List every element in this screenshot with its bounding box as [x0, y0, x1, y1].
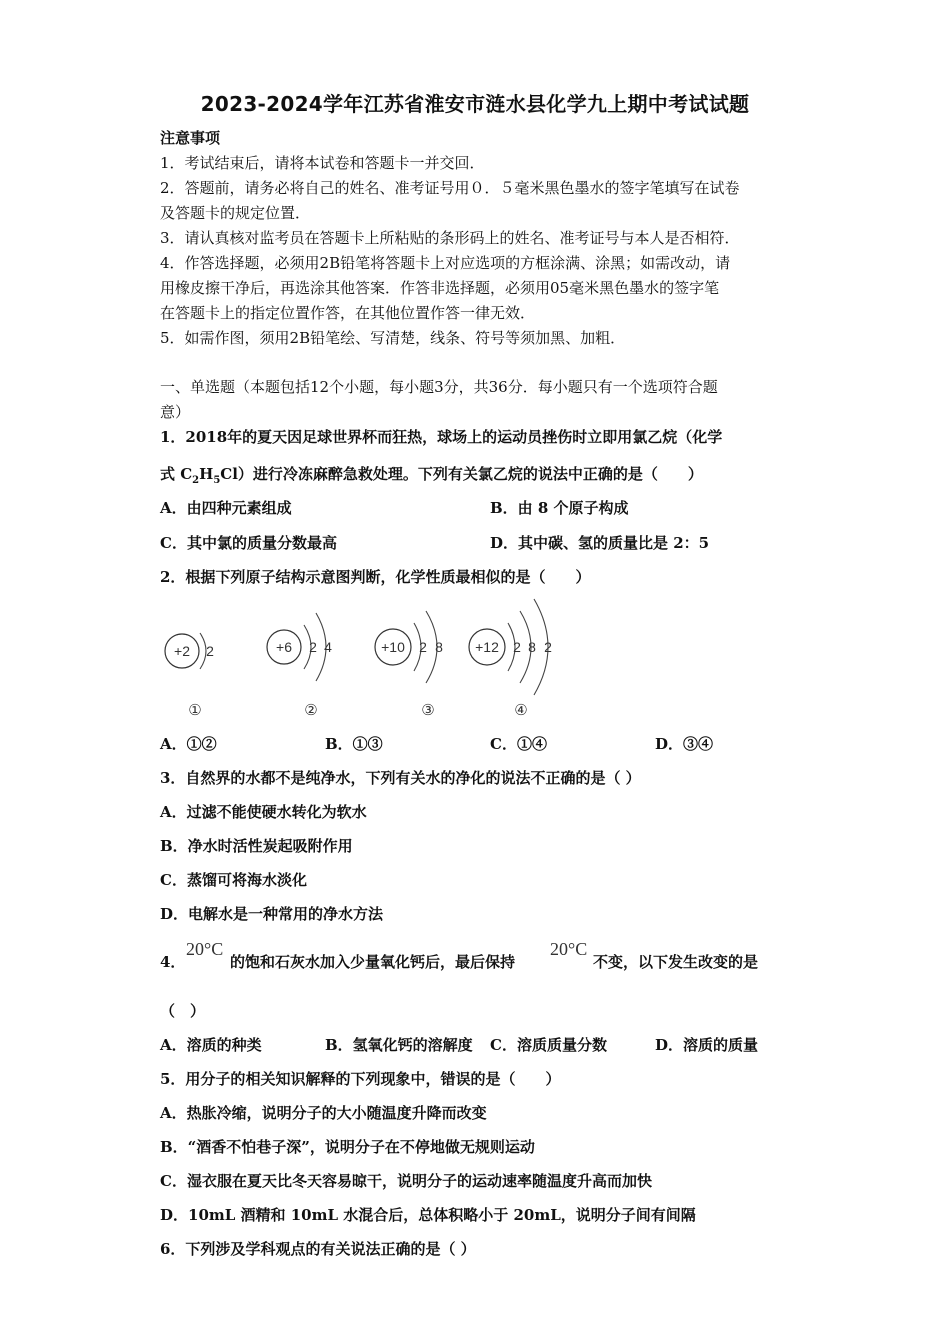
q2-option-d: D．③④ [655, 735, 714, 753]
notice-line-4: 3．请认真核对监考员在答题卡上所粘贴的条形码上的姓名、准考证号与本人是否相符． [160, 229, 740, 247]
q3-option-a: A．过滤不能使硬水转化为软水 [160, 803, 367, 821]
q3-option-c: C．蒸馏可将海水淡化 [160, 871, 307, 889]
q4-number: 4． [160, 953, 186, 971]
atom-2-shell-2-count: 4 [324, 639, 332, 655]
notice-line-6: 用橡皮擦干净后，再选涂其他答案．作答非选择题，必须用05毫米黑色墨水的签字笔 [160, 279, 720, 297]
q1-option-d: D．其中碳、氢的质量比是 2：5 [490, 534, 710, 552]
q4-option-a: A．溶质的种类 [160, 1036, 262, 1054]
notice-line-5: 4．作答选择题，必须用2B铅笔将答题卡上对应选项的方框涂满、涂黑；如需改动，请 [160, 254, 731, 272]
q4-stem-end: 不变，以下发生改变的是 [593, 953, 759, 971]
q5-stem: 5．用分子的相关知识解释的下列现象中，错误的是（ ） [160, 1070, 561, 1088]
q4-option-c: C．溶质质量分数 [490, 1036, 607, 1054]
q6-stem: 6．下列涉及学科观点的有关说法正确的是（ ） [160, 1240, 476, 1258]
page-title: 2023-2024学年江苏省淮安市涟水县化学九上期中考试试题 [200, 92, 750, 116]
atom-3-shell-1-count: 2 [419, 639, 427, 655]
q1-stem-line-1: 1．2018年的夏天因足球世界杯而狂热，球场上的运动员挫伤时立即用氯乙烷（化学 [160, 428, 723, 446]
notice-line-7: 在答题卡上的指定位置作答，在其他位置作答一律无效． [160, 304, 536, 322]
atom-4-nucleus-label: +12 [475, 639, 499, 655]
q1-option-b: B．由 8 个原子构成 [490, 499, 629, 517]
q1-option-a: A．由四种元素组成 [160, 499, 292, 517]
atom-1-shell-1-count: 2 [206, 643, 214, 659]
atom-2-nucleus-label: +6 [276, 639, 292, 655]
q4-temperature-2: 20°C [550, 939, 588, 959]
atom-2-number-label: ② [304, 702, 318, 719]
q4-option-d: D．溶质的质量 [655, 1036, 759, 1054]
section-heading-line-1: 一、单选题（本题包括12个小题，每小题3分，共36分．每小题只有一个选项符合题 [160, 378, 718, 396]
q5-option-b: B．“酒香不怕巷子深”，说明分子在不停地做无规则运动 [160, 1138, 535, 1156]
notice-line-3: 及答题卡的规定位置． [160, 204, 311, 222]
q3-option-d: D．电解水是一种常用的净水方法 [160, 905, 384, 923]
notice-line-2: 2．答题前，请务必将自己的姓名、准考证号用０．５毫米黑色墨水的签字笔填写在试卷 [160, 179, 740, 197]
q1-stem-line-2 [160, 463, 703, 486]
atom-1-number-label: ① [188, 702, 202, 719]
q5-option-d: D．10mL 酒精和 10mL 水混合后，总体积略小于 20mL，说明分子间有间隔 [160, 1206, 696, 1224]
notice-heading: 注意事项 [160, 129, 221, 147]
section-heading-line-2: 意） [160, 403, 191, 421]
q1-formula-post: Cl）进行冷冻麻醉急救处理。下列有关氯乙烷的说法中正确的是（ ） [220, 465, 703, 483]
q2-stem: 2．根据下列原子结构示意图判断，化学性质最相似的是（ ） [160, 568, 591, 586]
q4-answer-paren: （ ） [160, 1002, 206, 1020]
atom-4-shell-1-count: 2 [513, 639, 521, 655]
atom-4-shell-2-count: 8 [528, 639, 536, 655]
atom-4-shell-3-count: 2 [544, 639, 552, 655]
q1-formula-sub-2: 5 [213, 475, 221, 486]
notice-line-8: 5．如需作图，须用2B铅笔绘、写清楚，线条、符号等须加黑、加粗． [160, 329, 626, 347]
atom-3-shell-2-count: 8 [435, 639, 443, 655]
atom-3-number-label: ③ [421, 702, 435, 719]
notice-line-1: 1．考试结束后，请将本试卷和答题卡一并交回． [160, 154, 485, 172]
atom-2-shell-1-count: 2 [309, 639, 317, 655]
q3-stem: 3．自然界的水都不是纯净水，下列有关水的净化的说法不正确的是（ ） [160, 769, 641, 787]
q1-option-c: C．其中氯的质量分数最高 [160, 534, 337, 552]
q4-option-b: B．氢氧化钙的溶解度 [325, 1036, 473, 1054]
atom-4-number-label: ④ [514, 702, 528, 719]
q2-option-b: B．①③ [325, 735, 383, 753]
q4-stem-middle: 的饱和石灰水加入少量氧化钙后，最后保持 [230, 953, 516, 971]
q2-option-c: C．①④ [490, 735, 547, 753]
q3-option-b: B．净水时活性炭起吸附作用 [160, 837, 353, 855]
q1-formula-pre: 式 C [160, 465, 193, 483]
q2-option-a: A．①② [160, 735, 217, 753]
q4-temperature-1: 20°C [186, 939, 224, 959]
q1-formula-h: H [199, 465, 214, 483]
atom-1-nucleus-label: +2 [174, 643, 190, 659]
q5-option-a: A．热胀冷缩，说明分子的大小随温度升降而改变 [160, 1104, 487, 1122]
q1-formula-sub-1: 2 [192, 475, 200, 486]
atom-3-nucleus-label: +10 [381, 639, 405, 655]
atomic-structure-diagram [160, 595, 560, 723]
q5-option-c: C．湿衣服在夏天比冬天容易晾干，说明分子的运动速率随温度升高而加快 [160, 1172, 652, 1190]
